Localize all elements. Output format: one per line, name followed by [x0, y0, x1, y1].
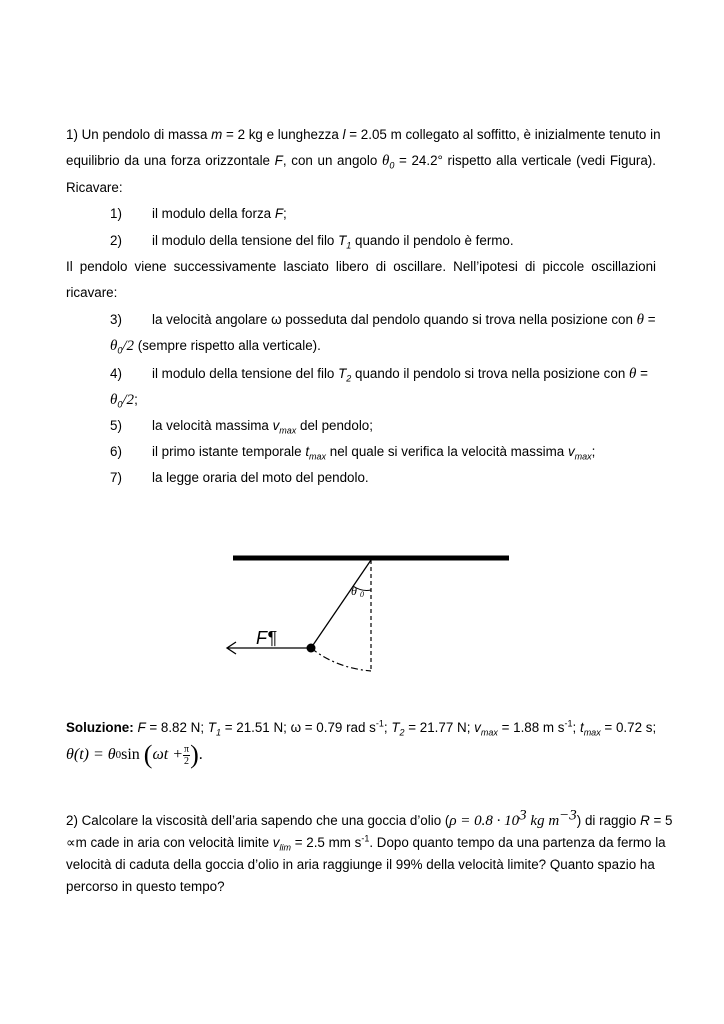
p1-item1: 1) il modulo della forza F; — [110, 206, 287, 221]
p2-line1: 2) Calcolare la viscosità dell’aria sapendo che una goccia d’olio ($\rho = 0.8 \cdot 10^3$ kg $m^{-3}$) di raggio R = 5 — [66, 807, 673, 829]
pendulum-string — [311, 560, 371, 648]
p1-line3: Ricavare: — [66, 180, 123, 195]
pendulum-figure — [0, 540, 724, 680]
p1-item3-cont: $\theta_0/2$ (sempre rispetto alla verticale). — [110, 338, 321, 356]
p2-line4: percorso in questo tempo? — [66, 879, 225, 894]
pendulum-mass — [307, 644, 316, 653]
p1-item7: 7) la legge oraria del moto del pendolo. — [110, 470, 369, 485]
p1-item3: 3) la velocità angolare ω posseduta dal pendolo quando si trova nella posizione con θ = — [110, 312, 656, 328]
swing-arc-dashdot — [311, 648, 371, 671]
pi-over-two: $\frac{\pi}{2}$ — [184, 743, 190, 767]
p1-item4-cont: $\theta_0/2$; — [110, 392, 138, 410]
angle-label: θ — [351, 584, 357, 598]
solution-line: Soluzione: F = 8.82 N; $T_1 = 21.51$ N; ω = 0.79 rad $s^{-1}$; $T_2 = 21.77$ N; $v_{max} = 1.88$ m $s^{-1}$; $t_{max} = 0.72$ s; — [66, 718, 657, 738]
p1-item4: 4) il modulo della tensione del filo $T_2$ quando il pendolo si trova nella posizione con θ = — [110, 366, 648, 384]
p2-line3: velocità di caduta della goccia d’olio in aria raggiunge il 99% della velocità limite? Quanto spazio ha — [66, 857, 655, 872]
p1-line2: equilibrio da una forza orizzontale F, con un angolo $\theta_0 = 24.2^\circ$ rispetto alla verticale (vedi Figura). — [66, 153, 656, 171]
p1-item5: 5) la velocità massima $v_{max}$ del pendolo; — [110, 418, 373, 436]
p2-line2: ∝m cade in aria con velocità limite $v_{lim} = 2.5$ mm $s^{-1}$. Dopo quanto tempo da una partenza da fermo la — [66, 833, 666, 853]
p1-item6: 6) il primo istante temporale $t_{max}$ nel quale si verifica la velocità massima $v_{max}$; — [110, 444, 596, 462]
angle-label-sub: 0 — [360, 590, 364, 599]
p1-line7: ricavare: — [66, 285, 118, 300]
p1-line1: 1) Un pendolo di massa m = 2 kg e lunghezza l = 2.05 m collegato al soffitto, è inizialmente tenuto in — [66, 127, 661, 142]
solution-equation: θ(t) = θ 0 sin ( ωt + $\frac{\pi}{2}$ ) . — [66, 740, 203, 769]
p1-item2: 2) il modulo della tensione del filo $T_1$ quando il pendolo è fermo. — [110, 233, 514, 251]
force-label: F¶ — [256, 628, 277, 648]
p1-line6: Il pendolo viene successivamente lasciato libero di oscillare. Nell’ipotesi di piccole oscillazioni — [66, 259, 656, 274]
